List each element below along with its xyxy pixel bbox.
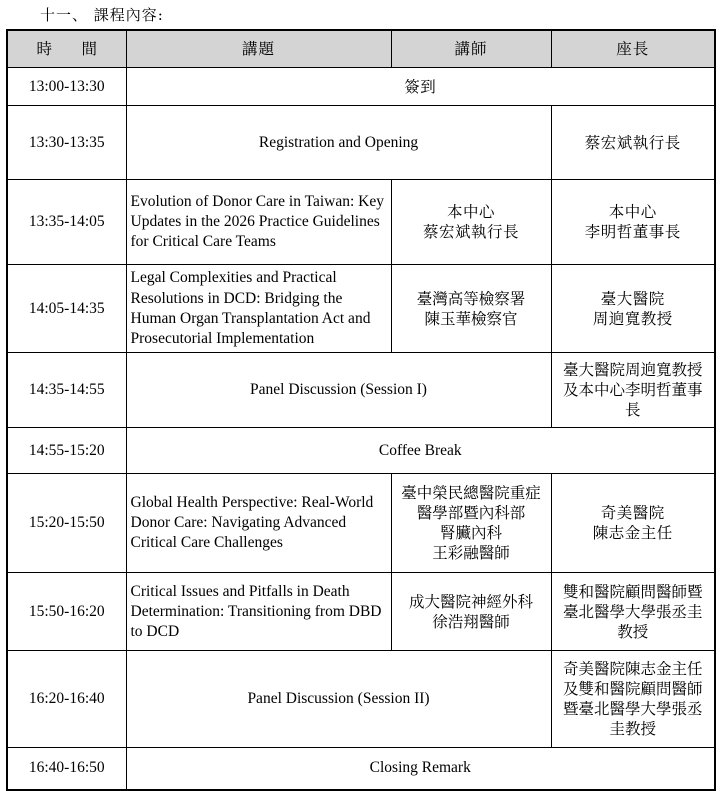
table-row [7, 651, 715, 748]
table-row [7, 573, 715, 651]
table-row [7, 180, 715, 265]
cell-span-label: Panel Discussion (Session I) [126, 353, 551, 428]
cell-topic: Evolution of Donor Care in Taiwan: Key Updates in the 2026 Practice Guidelines for Critical Care Teams [126, 180, 391, 265]
cell-time: 15:20-15:50 [7, 474, 126, 573]
cell-time: 16:20-16:40 [7, 651, 126, 748]
table-row [7, 265, 715, 353]
cell-time: 15:50-16:20 [7, 573, 126, 651]
cell-time: 16:40-16:50 [7, 748, 126, 790]
cell-chair: 本中心 李明哲董事長 [551, 180, 715, 265]
cell-time: 14:55-15:20 [7, 428, 126, 474]
table-row [7, 106, 715, 180]
cell-chair: 蔡宏斌執行長 [551, 106, 715, 180]
column-header-chair: 座長 [551, 30, 715, 68]
cell-chair: 雙和醫院顧問醫師暨臺北醫學大學張丞圭教授 [551, 573, 715, 651]
table-row [7, 474, 715, 573]
table-body [7, 68, 715, 790]
cell-speaker: 成大醫院神經外科 徐浩翔醫師 [391, 573, 551, 651]
cell-chair: 奇美醫院 陳志金主任 [551, 474, 715, 573]
table-header [7, 30, 715, 68]
cell-time: 13:30-13:35 [7, 106, 126, 180]
column-header-time: 時 間 [7, 30, 126, 68]
cell-span-label: Coffee Break [126, 428, 715, 474]
cell-speaker: 臺灣高等檢察署 陳玉華檢察官 [391, 265, 551, 353]
table-row [7, 353, 715, 428]
column-header-speaker: 講師 [391, 30, 551, 68]
cell-chair: 奇美醫院陳志金主任及雙和醫院顧問醫師暨臺北醫學大學張丞圭教授 [551, 651, 715, 748]
column-header-topic: 講題 [126, 30, 391, 68]
table-row [7, 748, 715, 790]
cell-span-label: 簽到 [126, 68, 715, 106]
cell-span-label: Registration and Opening [126, 106, 551, 180]
cell-chair: 臺大醫院周逈寬教授及本中心李明哲董事長 [551, 353, 715, 428]
cell-speaker: 本中心 蔡宏斌執行長 [391, 180, 551, 265]
course-schedule-table [6, 29, 716, 791]
cell-topic: Critical Issues and Pitfalls in Death Determination: Transitioning from DBD to DCD [126, 573, 391, 651]
cell-speaker: 臺中榮民總醫院重症醫學部暨內科部 腎臟內科 王彩融醫師 [391, 474, 551, 573]
cell-time: 13:35-14:05 [7, 180, 126, 265]
table-row [7, 68, 715, 106]
cell-topic: Global Health Perspective: Real-World Donor Care: Navigating Advanced Critical Care Challenges [126, 474, 391, 573]
cell-span-label: Panel Discussion (Session II) [126, 651, 551, 748]
cell-chair: 臺大醫院 周逈寬教授 [551, 265, 715, 353]
cell-span-label: Closing Remark [126, 748, 715, 790]
table-header-row [7, 30, 715, 68]
cell-time: 13:00-13:30 [7, 68, 126, 106]
cell-time: 14:05-14:35 [7, 265, 126, 353]
cell-topic: Legal Complexities and Practical Resolutions in DCD: Bridging the Human Organ Transplantation Act and Prosecutorial Implementation [126, 265, 391, 353]
page-title: 十一、 課程內容: [40, 6, 164, 24]
table-row [7, 428, 715, 474]
cell-time: 14:35-14:55 [7, 353, 126, 428]
